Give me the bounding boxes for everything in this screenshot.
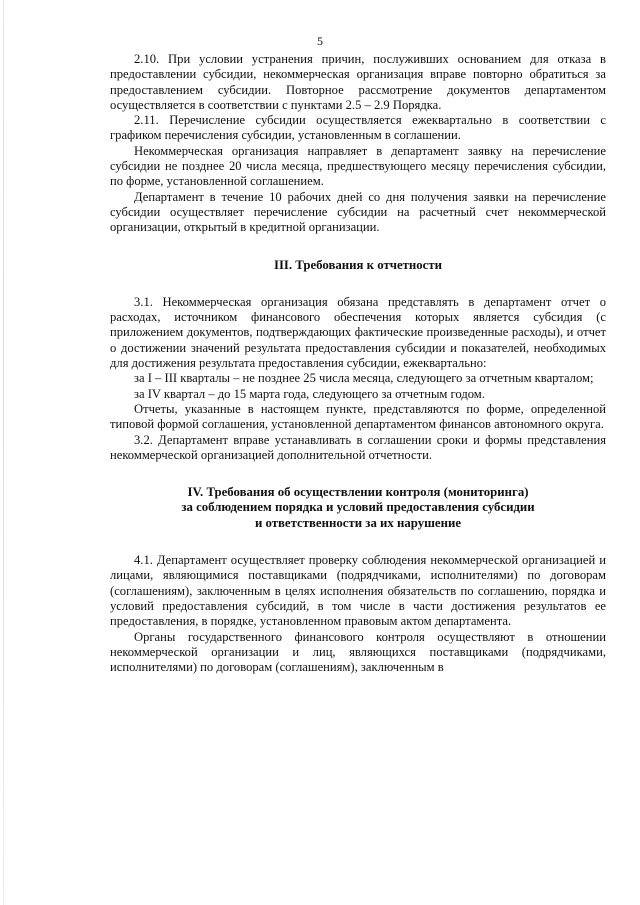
section-4-title-line-2: за соблюдением порядка и условий предоставления субсидии bbox=[181, 500, 535, 515]
paragraph-quarter-4: за IV квартал – до 15 марта года, следующего за отчетным годом. bbox=[134, 386, 485, 401]
paragraph-transfer: Департамент в течение 10 рабочих дней со дня получения заявки на перечисление субсидии осуществляет перечисление субсидии на расчетный счет некоммерческой организации, открытый в кредитной организации. bbox=[110, 189, 606, 235]
page-number: 5 bbox=[317, 34, 323, 48]
paragraph-report-form: Отчеты, указанные в настоящем пункте, представляются по форме, определенной типовой формой соглашения, установленной департаментом финансов автономного округа. bbox=[110, 401, 606, 432]
section-4-title-line-1: IV. Требования об осуществлении контроля (мониторинга) bbox=[187, 485, 529, 500]
paragraph-financial-control: Органы государственного финансового контроля осуществляют в отношении некоммерческой организации и лиц, являющихся поставщиками (подрядчиками, исполнителями) по договорам (соглашениям), заключенным в bbox=[110, 629, 606, 675]
paragraph-2-11: 2.11. Перечисление субсидии осуществляется ежеквартально в соответствии с графиком перечисления субсидии, установленным в соглашении. bbox=[110, 113, 606, 143]
paragraph-application: Некоммерческая организация направляет в департамент заявку на перечисление субсидии не позднее 20 числа месяца, предшествующего месяцу перечисления субсидии, по форме, установленной соглашением. bbox=[110, 143, 606, 189]
scan-edge-line bbox=[3, 0, 4, 905]
paragraph-3-2: 3.2. Департамент вправе устанавливать в соглашении сроки и формы представления некоммерческой организацией дополнительной отчетности. bbox=[110, 432, 606, 462]
section-4-title bbox=[110, 485, 606, 531]
paragraph-quarters-1-3: за I – III кварталы – не позднее 25 числа месяца, следующего за отчетным кварталом; bbox=[134, 371, 594, 386]
section-4-title-line-3: и ответственности за их нарушение bbox=[254, 515, 462, 530]
document-body bbox=[110, 52, 606, 675]
section-3-title: III. Требования к отчетности bbox=[273, 257, 443, 272]
paragraph-3-1: 3.1. Некоммерческая организация обязана представлять в департамент отчет о расходах, источником финансового обеспечения которых является субсидия (с приложением документов, подтверждающих фактические произведенные расходы), и отчет о достижении значений результата предоставления субсидии и показателей, необходимых для достижения результата предоставления субсидии, ежеквартально: bbox=[110, 294, 606, 371]
paragraph-4-1: 4.1. Департамент осуществляет проверку соблюдения некоммерческой организацией и лицами, являющимися поставщиками (подрядчиками, исполнителями) по договорам (соглашениям), заключенным в целях исполнения обязательств по соглашению, порядка и условий предоставления субсидий, в том числе в части достижения результатов ее предоставления, в порядке, установленном правовым актом департамента. bbox=[110, 553, 606, 629]
paragraph-2-10: 2.10. При условии устранения причин, послуживших основанием для отказа в предоставлении субсидии, некоммерческая организация вправе повторно обратиться за предоставлением субсидии. Повторное рассмотрение документов департаментом осуществляется в соответствии с пунктами 2.5 – 2.9 Порядка. bbox=[110, 52, 606, 112]
